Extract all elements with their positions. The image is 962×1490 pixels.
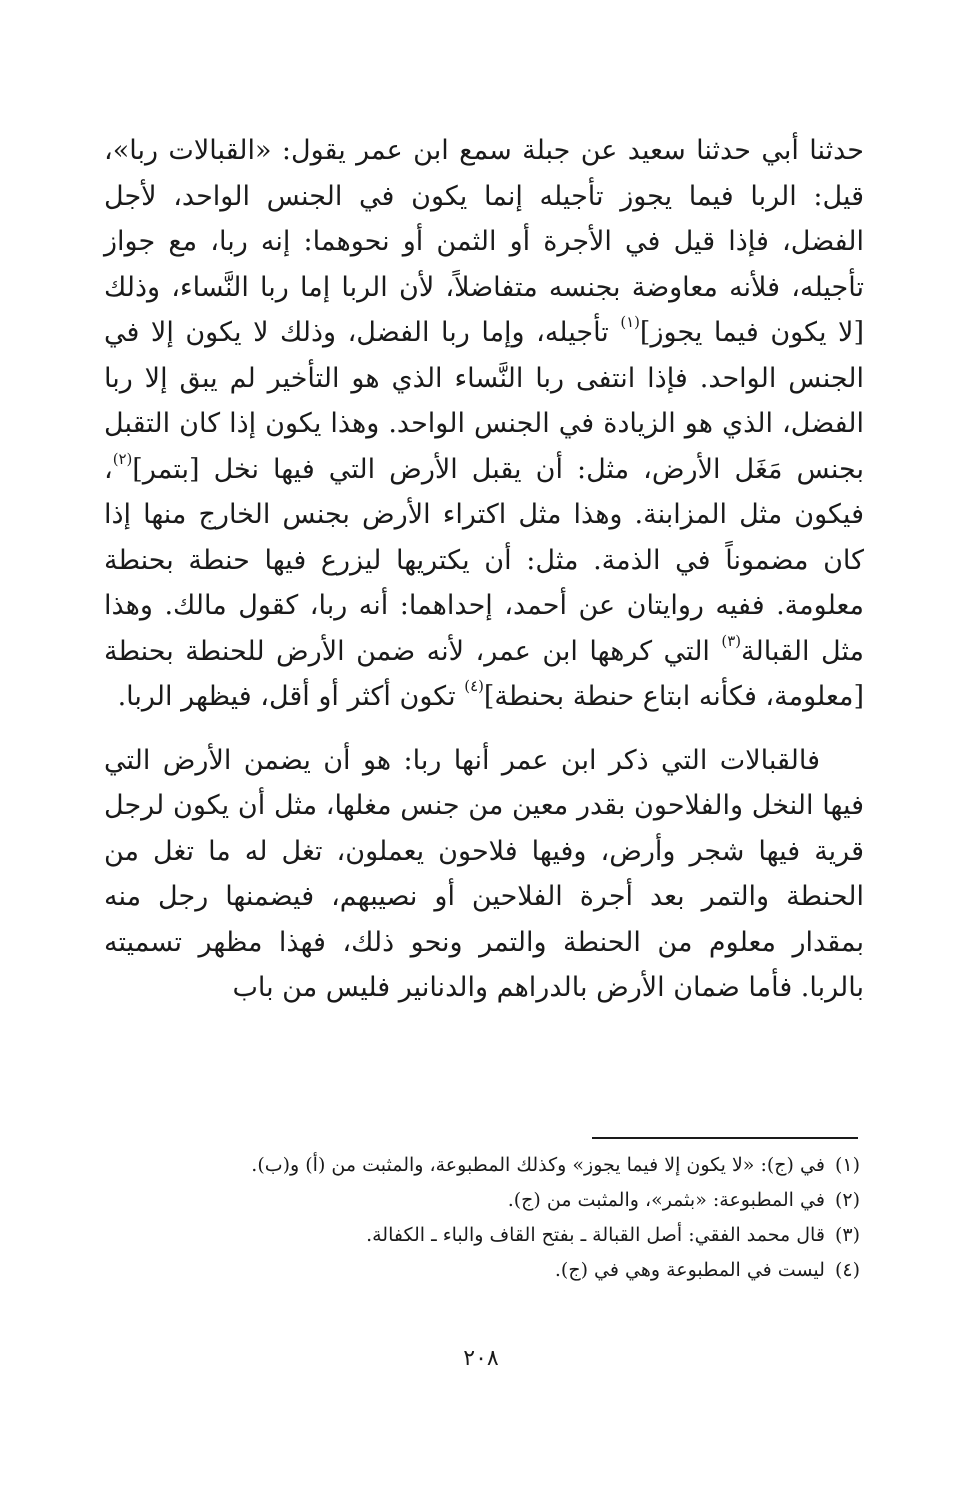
footnotes bbox=[104, 1148, 860, 1288]
footnote-number: (٣) bbox=[834, 1224, 860, 1246]
paragraph-2: فالقبالات التي ذكر ابن عمر أنها ربا: هو أن يضمن الأرض التي فيها النخل والفلاحون بقدر معين من جنس مغلها، مثل أن يكون لرجل قرية فيها شجر وأرض، وفيها فلاحون يعملون، تغل له ما تغل من الحنطة والتمر بعد أجرة الفلاحين أو نصيبهم، فيضمنها رجل منه بمقدار معلوم من الحنطة والتمر ونحو ذلك، فهذا مظهر تسميته بالربا. فأما ضمان الأرض بالدراهم والدنانير فليس من باب bbox=[104, 744, 864, 1003]
footnote-number: (١) bbox=[834, 1154, 860, 1176]
footnote-text: ليست في المطبوعة وهي في (ج). bbox=[554, 1259, 825, 1281]
paragraph-1-part-4: التي كرهها ابن عمر، لأنه ضمن الأرض للحنطة بحنطة [معلومة، فكأنه ابتاع حنطة بحنطة] bbox=[104, 635, 864, 712]
paragraph-1-part-3: ، فيكون مثل المزابنة. وهذا مثل اكتراء الأرض بجنس الخارج منها إذا كان مضموناً في الذمة. مثل: أن يكتريها ليزرع فيها حنطة بحنطة معلومة. ففيه روايتان عن أحمد، إحداهما: أنه ربا، كقول مالك. وهذا مثل القبالة bbox=[104, 453, 865, 667]
footnote-ref-2: (٢) bbox=[112, 449, 133, 468]
footnote-4 bbox=[104, 1253, 860, 1288]
paragraph-1-part-2: تأجيله، وإما ربا الفضل، وذلك لا يكون إلا في الجنس الواحد. فإذا انتفى ربا النَّساء الذي هو التأخير لم يبق إلا ربا الفضل، الذي هو الزيادة في الجنس الواحد. وهذا يكون إذا كان التقبل بجنس مَغَل الأرض، مثل: أن يقبل الأرض التي فيها نخل [بتمر] bbox=[104, 317, 864, 485]
paragraph-1-part-5: تكون أكثر أو أقل، فيظهر الربا. bbox=[117, 681, 465, 712]
footnote-text: في (ج): «لا يكون إلا فيما يجوز» وكذلك المطبوعة، والمثبت من (أ) و(ب). bbox=[251, 1154, 825, 1176]
paragraph-1-part-1: حدثنا أبي حدثنا سعيد عن جبلة سمع ابن عمر يقول: «القبالات ربا»، قيل: الربا فيما يجوز تأجيله إنما يكون في الجنس الواحد، لأجل الفضل، فإذا قيل في الأجرة أو الثمن أو نحوهما: إنه ربا، مع جواز تأجيله، فلأنه معاوضة بجنسه متفاضلاً، لأن الربا إما ربا النَّساء، وذلك [لا يكون فيما يجوز] bbox=[104, 135, 864, 348]
footnote-number: (٢) bbox=[834, 1189, 860, 1211]
footnote-3 bbox=[104, 1218, 860, 1253]
page-number: ٢٠٨ bbox=[463, 1346, 499, 1371]
footnote-2 bbox=[104, 1183, 860, 1218]
footnote-separator bbox=[592, 1137, 858, 1139]
paragraph-1 bbox=[104, 128, 864, 720]
footnote-1 bbox=[104, 1148, 860, 1183]
footnote-ref-3: (٣) bbox=[721, 631, 741, 650]
footnote-number: (٤) bbox=[834, 1259, 860, 1281]
footnote-ref-4: (٤) bbox=[464, 676, 484, 695]
footnote-text: في المطبوعة: «بثمر»، والمثبت من (ج). bbox=[507, 1189, 825, 1211]
footnote-text: قال محمد الفقي: أصل القبالة ـ بفتح القاف والباء ـ الكفالة. bbox=[366, 1224, 825, 1246]
main-text bbox=[104, 128, 864, 1011]
footnote-ref-1: (١) bbox=[620, 312, 640, 331]
